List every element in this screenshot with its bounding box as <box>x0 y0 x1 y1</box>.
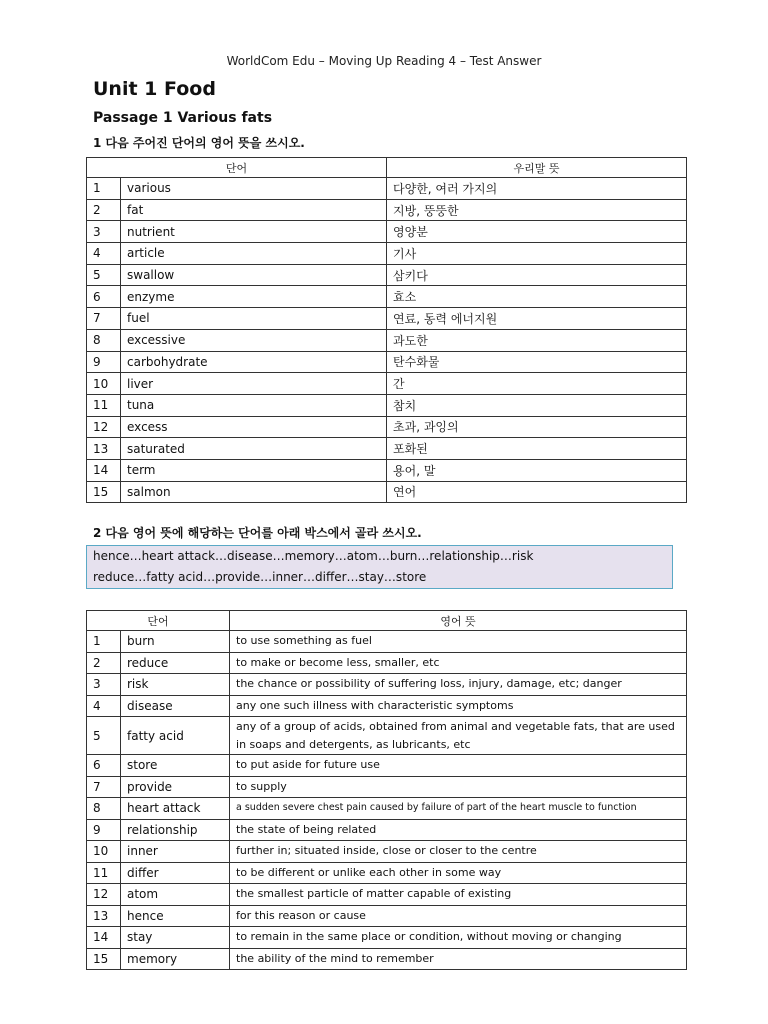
row-number: 7 <box>87 308 121 330</box>
row-number: 12 <box>87 416 121 438</box>
table-row <box>87 416 687 438</box>
section1-instruction: 1 다음 주어진 단어의 영어 뜻을 쓰시오. <box>93 136 305 150</box>
row-number: 10 <box>87 841 121 863</box>
table-row <box>87 819 687 841</box>
row-word: store <box>121 755 230 777</box>
row-number: 10 <box>87 373 121 395</box>
table-row <box>87 948 687 970</box>
english-definition-table <box>86 610 687 970</box>
row-number: 6 <box>87 755 121 777</box>
row-meaning: 연어 <box>387 481 687 503</box>
row-meaning: 과도한 <box>387 329 687 351</box>
row-word: relationship <box>121 819 230 841</box>
column-header-definition: 영어 뜻 <box>230 611 687 631</box>
row-definition: the chance or possibility of suffering loss, injury, damage, etc; danger <box>230 674 687 696</box>
row-word: nutrient <box>121 221 387 243</box>
page-header: WorldCom Edu – Moving Up Reading 4 – Test Answer <box>226 54 542 68</box>
row-number: 1 <box>87 178 121 200</box>
row-number: 6 <box>87 286 121 308</box>
row-meaning: 참치 <box>387 394 687 416</box>
row-meaning: 간 <box>387 373 687 395</box>
row-word: fuel <box>121 308 387 330</box>
table-row <box>87 631 687 653</box>
table-row <box>87 178 687 200</box>
table-row <box>87 351 687 373</box>
unit-title: Unit 1 Food <box>93 78 216 100</box>
table-row <box>87 308 687 330</box>
row-word: term <box>121 459 387 481</box>
row-number: 8 <box>87 798 121 820</box>
row-word: fatty acid <box>121 717 230 755</box>
row-definition: further in; situated inside, close or closer to the centre <box>230 841 687 863</box>
row-number: 1 <box>87 631 121 653</box>
table-row <box>87 862 687 884</box>
table-row <box>87 798 687 820</box>
row-definition: to be different or unlike each other in some way <box>230 862 687 884</box>
row-number: 15 <box>87 481 121 503</box>
row-number: 8 <box>87 329 121 351</box>
row-definition: to put aside for future use <box>230 755 687 777</box>
row-meaning: 기사 <box>387 243 687 265</box>
table-row <box>87 841 687 863</box>
row-number: 3 <box>87 221 121 243</box>
table-row <box>87 221 687 243</box>
row-word: reduce <box>121 652 230 674</box>
row-word: differ <box>121 862 230 884</box>
row-word: various <box>121 178 387 200</box>
column-header-meaning: 우리말 뜻 <box>387 158 687 178</box>
row-number: 3 <box>87 674 121 696</box>
row-meaning: 연료, 동력 에너지원 <box>387 308 687 330</box>
row-number: 12 <box>87 884 121 906</box>
row-word: atom <box>121 884 230 906</box>
word-bank-box <box>86 545 673 589</box>
table-row <box>87 695 687 717</box>
row-word: liver <box>121 373 387 395</box>
row-meaning: 효소 <box>387 286 687 308</box>
table-row <box>87 394 687 416</box>
row-number: 2 <box>87 652 121 674</box>
row-number: 11 <box>87 394 121 416</box>
table-row <box>87 199 687 221</box>
row-number: 14 <box>87 459 121 481</box>
section2-instruction: 2 다음 영어 뜻에 해당하는 단어를 아래 박스에서 골라 쓰시오. <box>93 526 422 540</box>
row-number: 9 <box>87 819 121 841</box>
row-word: excessive <box>121 329 387 351</box>
row-word: heart attack <box>121 798 230 820</box>
passage-title: Passage 1 Various fats <box>93 110 273 126</box>
column-header-word: 단어 <box>87 611 230 631</box>
row-number: 15 <box>87 948 121 970</box>
row-number: 5 <box>87 717 121 755</box>
row-meaning: 포화된 <box>387 438 687 460</box>
word-bank-line-2: reduce…fatty acid…provide…inner…differ…stay…store <box>93 570 427 584</box>
row-word: disease <box>121 695 230 717</box>
word-bank-line-1: hence…heart attack…disease…memory…atom…burn…relationship…risk <box>93 549 534 563</box>
row-definition: to use something as fuel <box>230 631 687 653</box>
row-word: excess <box>121 416 387 438</box>
row-number: 14 <box>87 927 121 949</box>
row-number: 11 <box>87 862 121 884</box>
row-meaning: 지방, 뚱뚱한 <box>387 199 687 221</box>
row-definition: to supply <box>230 776 687 798</box>
row-word: article <box>121 243 387 265</box>
row-meaning: 용어, 말 <box>387 459 687 481</box>
table-row <box>87 438 687 460</box>
row-meaning: 다양한, 여러 가지의 <box>387 178 687 200</box>
row-definition: the smallest particle of matter capable of existing <box>230 884 687 906</box>
row-word: carbohydrate <box>121 351 387 373</box>
table-row <box>87 373 687 395</box>
row-word: burn <box>121 631 230 653</box>
korean-meaning-table <box>86 157 687 503</box>
row-meaning: 탄수화물 <box>387 351 687 373</box>
table-row <box>87 481 687 503</box>
table-header-row <box>87 611 687 631</box>
table-row <box>87 776 687 798</box>
row-word: risk <box>121 674 230 696</box>
row-word: salmon <box>121 481 387 503</box>
row-number: 13 <box>87 905 121 927</box>
row-word: tuna <box>121 394 387 416</box>
row-word: saturated <box>121 438 387 460</box>
table-row <box>87 717 687 755</box>
table-row <box>87 927 687 949</box>
row-word: swallow <box>121 264 387 286</box>
table-row <box>87 459 687 481</box>
table-row <box>87 884 687 906</box>
row-definition: for this reason or cause <box>230 905 687 927</box>
row-definition: any of a group of acids, obtained from animal and vegetable fats, that are used in soaps and detergents, as lubricants, etc <box>230 717 687 755</box>
row-definition: a sudden severe chest pain caused by failure of part of the heart muscle to function <box>230 798 687 820</box>
row-number: 7 <box>87 776 121 798</box>
row-word: inner <box>121 841 230 863</box>
row-definition: the state of being related <box>230 819 687 841</box>
row-definition: to remain in the same place or condition, without moving or changing <box>230 927 687 949</box>
row-word: hence <box>121 905 230 927</box>
row-definition: to make or become less, smaller, etc <box>230 652 687 674</box>
row-number: 2 <box>87 199 121 221</box>
row-definition: any one such illness with characteristic symptoms <box>230 695 687 717</box>
row-number: 4 <box>87 695 121 717</box>
row-word: provide <box>121 776 230 798</box>
row-number: 9 <box>87 351 121 373</box>
row-word: enzyme <box>121 286 387 308</box>
table-row <box>87 243 687 265</box>
row-number: 5 <box>87 264 121 286</box>
row-word: fat <box>121 199 387 221</box>
row-definition: the ability of the mind to remember <box>230 948 687 970</box>
table-row <box>87 264 687 286</box>
row-meaning: 영양분 <box>387 221 687 243</box>
row-meaning: 초과, 과잉의 <box>387 416 687 438</box>
row-word: memory <box>121 948 230 970</box>
table-row <box>87 905 687 927</box>
row-word: stay <box>121 927 230 949</box>
table-row <box>87 674 687 696</box>
table-header-row <box>87 158 687 178</box>
table-row <box>87 652 687 674</box>
column-header-word: 단어 <box>87 158 387 178</box>
row-number: 13 <box>87 438 121 460</box>
table-row <box>87 286 687 308</box>
table-row <box>87 755 687 777</box>
row-number: 4 <box>87 243 121 265</box>
row-meaning: 삼키다 <box>387 264 687 286</box>
table-row <box>87 329 687 351</box>
